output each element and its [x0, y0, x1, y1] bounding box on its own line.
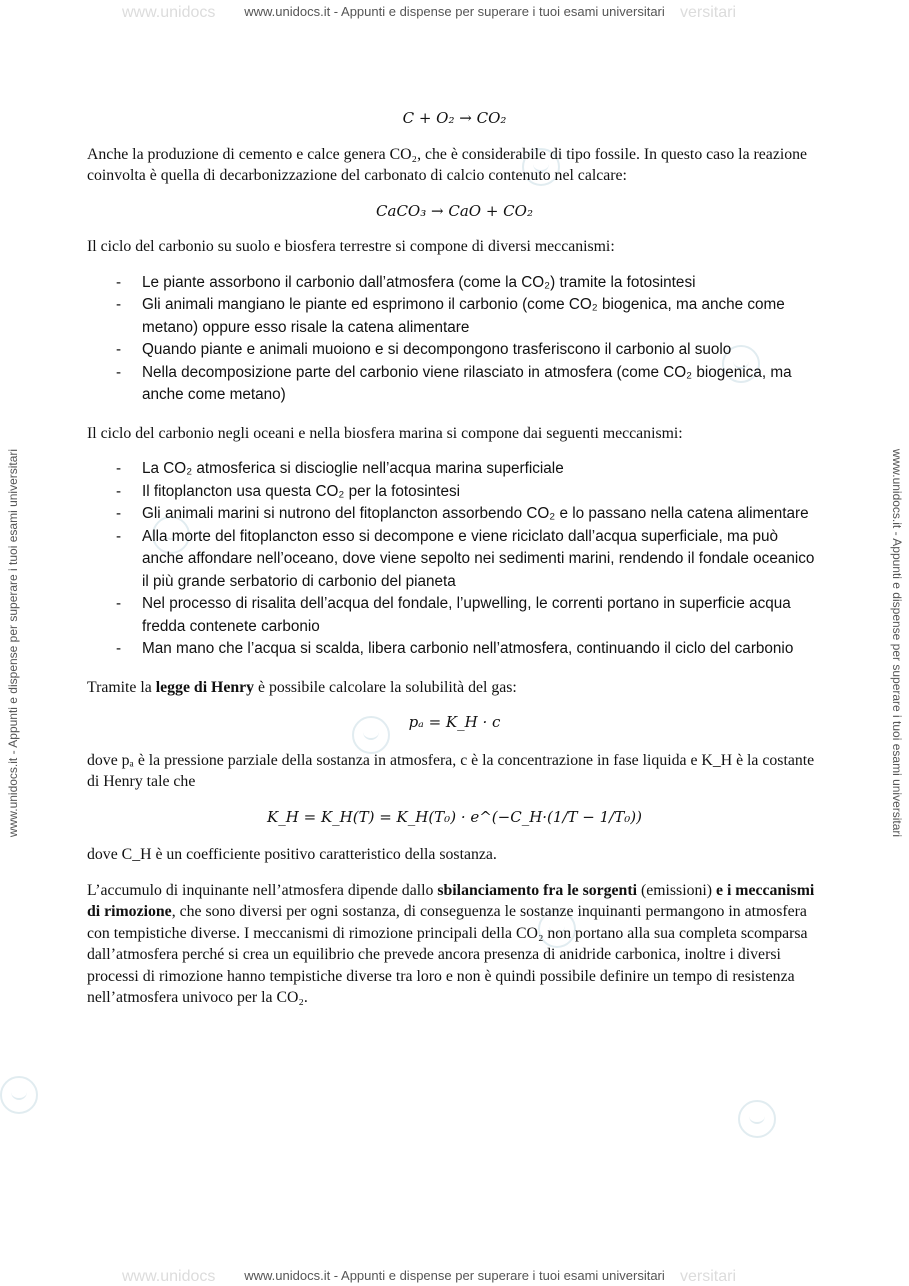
list-item: - Il fitoplancton usa questa CO₂ per la fotosintesi [142, 481, 822, 504]
list-item: - La CO₂ atmosferica si discioglie nell’acqua marina superficiale [142, 458, 822, 481]
formula-combustion: C + O₂ → CO₂ [402, 109, 507, 127]
list-item: - Quando piante e animali muoiono e si decompongono trasferiscono il carbonio al suolo [142, 339, 822, 362]
list-item: - Nella decomposizione parte del carbonio viene rilasciato in atmosfera (come CO₂ biogenica, ma anche come metano) [142, 362, 822, 407]
henry-pre: Tramite la [87, 678, 156, 696]
list-item: - Man mano che l’acqua si scalda, libera carbonio nell’atmosfera, continuando il ciclo del carbonio [142, 638, 822, 661]
paragraph-ocean-cycle: Il ciclo del carbonio negli oceani e nella biosfera marina si compone dai seguenti meccanismi: [87, 424, 683, 442]
formula-henry: pₐ = K_H · c [408, 713, 501, 731]
henry-law-term: legge di Henry [155, 678, 255, 696]
accumulation-bold-sources: sbilanciamento fra le sorgenti [437, 881, 637, 899]
accumulation-text-1: L’accumulo di inquinante nell’atmosfera dipende dallo [87, 881, 438, 899]
header-ghost-right: versitari [680, 4, 737, 21]
page-content [87, 104, 822, 1023]
paragraph-henry-definition: dove pₐ è la pressione parziale della sostanza in atmosfera, c è la concentrazione in fase liquida e K_H è la costante di Henry tale che [87, 751, 815, 790]
paragraph-ch-coefficient: dove C_H è un coefficiente positivo caratteristico della sostanza. [87, 846, 497, 863]
side-watermark-left-text: www.unidocs.it - Appunti e dispense per superare i tuoi esami universitari [6, 448, 20, 838]
list-item: - Gli animali marini si nutrono del fitoplancton assorbendo CO₂ e lo passano nella catena alimentare [142, 503, 822, 526]
header-text: www.unidocs.it - Appunti e dispense per superare i tuoi esami universitari [244, 4, 665, 19]
side-watermark-right-text: www.unidocs.it - Appunti e dispense per superare i tuoi esami universitari [890, 448, 904, 838]
footer-text: www.unidocs.it - Appunti e dispense per superare i tuoi esami universitari [244, 1268, 665, 1283]
list-item: - Le piante assorbono il carbonio dall’atmosfera (come la CO₂) tramite la fotosintesi [142, 272, 822, 295]
footer-ghost-left: www.unidocs [122, 1268, 216, 1285]
paragraph-cement: Anche la produzione di cemento e calce genera CO₂, che è considerabile di tipo fossile. In questo caso la reazione coinvolta è quella di decarbonizzazione del carbonato di calcio contenuto nel calcare: [87, 145, 808, 184]
formula-henry-temperature: K_H = K_H(T) = K_H(T₀) · e^(−C_H·(1/T − 1/T₀)) [267, 807, 642, 826]
header-ghost-left: www.unidocs [122, 4, 216, 21]
footer-ghost-right: versitari [680, 1268, 737, 1285]
watermark-logo-icon [738, 1100, 776, 1138]
accumulation-text-3: , che sono diversi per ogni sostanza, di conseguenza le sostanze inquinanti permangono in atmosfera con tempistiche diverse. I meccanismi di rimozione principali della CO₂ non portano alla sua completa scomparsa dall’atmosfera perché si crea un equilibrio che prevede ancora presenza di anidride carbonica, inoltre i diversi processi di rimozione hanno tempistiche diverse tra loro e non è quindi possibile definire un tempo di resistenza nell’atmosfera univoco per la CO₂. [87, 903, 808, 1006]
paragraph-accumulation [87, 880, 822, 1009]
list-item: - Alla morte del fitoplancton esso si decompone e viene riciclato dall’acqua superficiale, ma può anche affondare nell’oceano, dove viene sepolto nei sedimenti marini, rendendo il fondale oceanico il più grande serbatorio di carbonio del pianeta [142, 526, 822, 594]
page-footer [0, 1268, 909, 1283]
paragraph-henry [87, 677, 822, 699]
paragraph-terrestrial-cycle: Il ciclo del carbonio su suolo e biosfera terrestre si compone di diversi meccanismi: [87, 238, 615, 255]
list-item: - Nel processo di risalita dell’acqua del fondale, l’upwelling, le correnti portano in superficie acqua fredda contenete carbonio [142, 593, 822, 638]
watermark-logo-icon [0, 1076, 38, 1114]
list-terrestrial-mechanisms [87, 272, 822, 407]
list-ocean-mechanisms [87, 458, 822, 661]
formula-decarbonization: CaCO₃ → CaO + CO₂ [376, 201, 533, 220]
list-item: - Gli animali mangiano le piante ed esprimono il carbonio (come CO₂ biogenica, ma anche come metano) oppure esso risale la catena alimentare [142, 294, 822, 339]
side-watermark-right [890, 0, 904, 1286]
henry-post: è possibile calcolare la solubilità del gas: [254, 678, 517, 696]
accumulation-text-2: (emissioni) [637, 881, 716, 899]
page-header [0, 4, 909, 19]
accumulation-bold-removal: e i meccanismi di rimozione [87, 881, 815, 920]
